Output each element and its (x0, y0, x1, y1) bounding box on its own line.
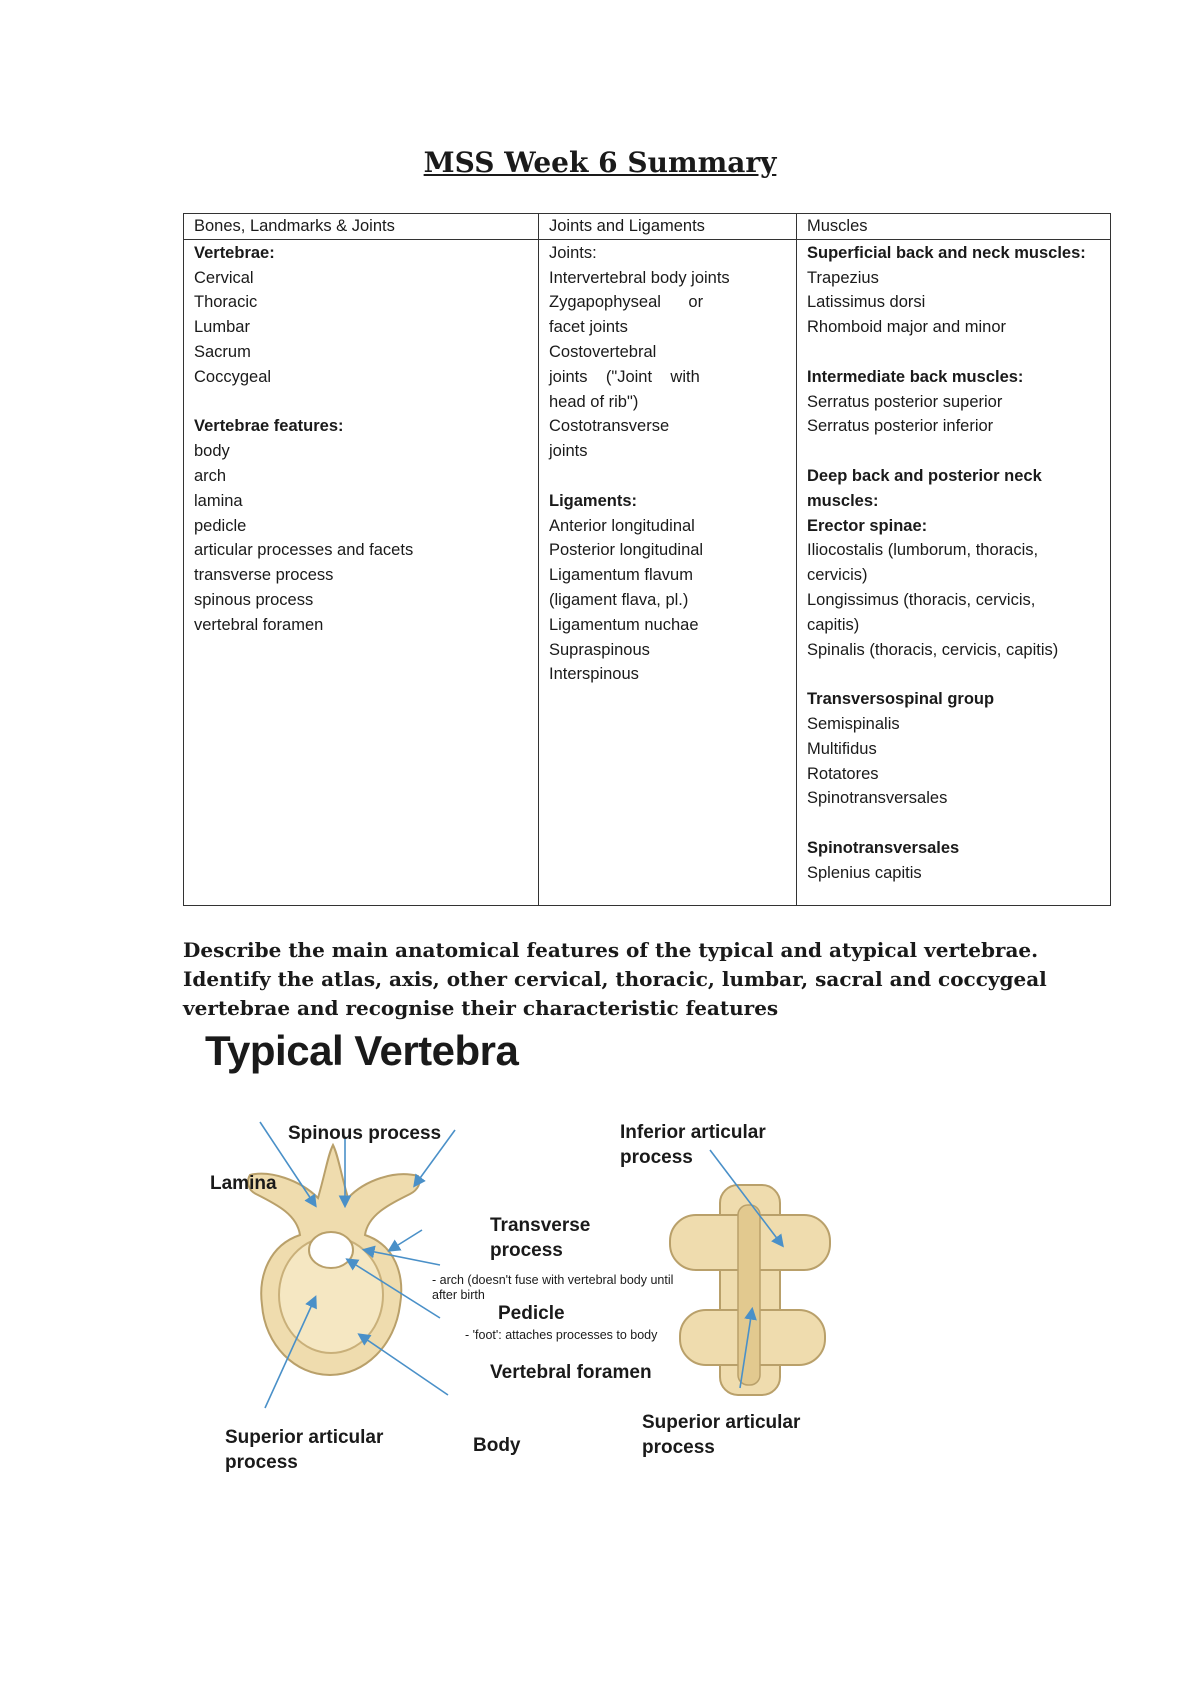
note-arch: - arch (doesn't fuse with vertebral body until (432, 1273, 674, 1287)
list-heading: Vertebrae features: (194, 417, 344, 436)
label-inferior-articular-process: process (620, 1147, 693, 1168)
list-item: head of rib") (549, 392, 639, 411)
spacer (549, 464, 786, 489)
list-heading: Transversospinal group (807, 690, 995, 709)
label-body: Body (473, 1435, 521, 1456)
note-pedicle: - 'foot': attaches processes to body (465, 1328, 658, 1342)
spacer (807, 340, 1100, 365)
column-header: Muscles (797, 214, 1111, 240)
list-item: Zygapophyseal or (549, 293, 704, 312)
column-header: Bones, Landmarks & Joints (184, 214, 539, 240)
list-item: Serratus posterior superior (807, 392, 1003, 411)
arrow (390, 1230, 422, 1250)
list-heading: Joints: (549, 243, 597, 262)
list-item: Splenius capitis (807, 863, 922, 882)
question-line: Describe the main anatomical features of the typical and atypical vertebrae. (183, 938, 1039, 962)
summary-table (183, 213, 1111, 906)
list-item: Posterior longitudinal (549, 541, 704, 560)
spacer (807, 439, 1100, 464)
arrow (360, 1335, 448, 1395)
posterior-view-illustration (670, 1185, 830, 1395)
label-lamina: Lamina (210, 1173, 277, 1194)
question-text (183, 936, 1083, 1023)
note-arch: after birth (432, 1288, 485, 1302)
label-vertebral-foramen: Vertebral foramen (490, 1362, 652, 1383)
list-item: lamina (194, 491, 243, 510)
label-pedicle: Pedicle (498, 1303, 565, 1324)
list-item: joints (549, 442, 588, 461)
list-item: Semispinalis (807, 714, 900, 733)
list-item: capitis) (807, 615, 860, 634)
list-item: Sacrum (194, 342, 251, 361)
question-line: Identify the atlas, axis, other cervical, thoracic, lumbar, sacral and coccygeal (183, 967, 1047, 991)
label-superior-articular-process-right: process (642, 1437, 715, 1458)
list-item: joints ("Joint with (549, 367, 700, 386)
list-heading: muscles: (807, 491, 879, 510)
list-item: Intervertebral body joints (549, 268, 730, 287)
list-item: Thoracic (194, 293, 258, 312)
bones-column (184, 239, 539, 905)
list-item: Ligamentum nuchae (549, 615, 699, 634)
label-transverse-process: Transverse (490, 1215, 591, 1236)
list-item: cervicis) (807, 566, 868, 585)
list-item: spinous process (194, 590, 314, 609)
list-item: Iliocostalis (lumborum, thoracis, (807, 541, 1039, 560)
list-item: Costovertebral (549, 342, 657, 361)
vertebra-figure (200, 1110, 920, 1490)
list-item: vertebral foramen (194, 615, 324, 634)
list-item: Cervical (194, 268, 254, 287)
list-item: Spinalis (thoracis, cervicis, capitis) (807, 640, 1059, 659)
list-heading: Vertebrae: (194, 243, 275, 262)
list-item: Lumbar (194, 318, 250, 337)
spacer (807, 662, 1100, 687)
list-item: body (194, 442, 230, 461)
label-spinous-process: Spinous process (288, 1123, 442, 1144)
list-heading: Deep back and posterior neck (807, 466, 1042, 485)
label-superior-articular-process: Superior articular (225, 1427, 384, 1448)
vertebral-foramen-shape (309, 1232, 353, 1268)
list-item: Rotatores (807, 764, 879, 783)
list-item: Anterior longitudinal (549, 516, 695, 535)
list-item: Interspinous (549, 665, 639, 684)
list-item: (ligament flava, pl.) (549, 590, 689, 609)
list-item: Spinotransversales (807, 789, 948, 808)
list-item: Rhomboid major and minor (807, 318, 1007, 337)
table-header-row (184, 214, 1111, 240)
list-item: Coccygeal (194, 367, 272, 386)
list-item: Supraspinous (549, 640, 650, 659)
label-superior-articular-process: process (225, 1452, 298, 1473)
spacer (807, 811, 1100, 836)
label-transverse-process: process (490, 1240, 563, 1261)
column-header: Joints and Ligaments (539, 214, 797, 240)
list-item: Latissimus dorsi (807, 293, 926, 312)
list-item: Costotransverse (549, 417, 670, 436)
spacer (194, 390, 528, 415)
list-item: Trapezius (807, 268, 879, 287)
muscles-column (797, 239, 1111, 905)
list-item: articular processes and facets (194, 541, 414, 560)
label-inferior-articular-process: Inferior articular (620, 1122, 766, 1143)
table-row (184, 239, 1111, 905)
list-item: Multifidus (807, 739, 877, 758)
spinous-process-shape (738, 1205, 760, 1385)
list-heading: Ligaments: (549, 491, 638, 510)
list-item: Ligamentum flavum (549, 566, 693, 585)
list-item: transverse process (194, 566, 334, 585)
joints-column (539, 239, 797, 905)
page-title: MSS Week 6 Summary (423, 146, 777, 179)
list-heading: Spinotransversales (807, 838, 960, 857)
label-superior-articular-process-right: Superior articular (642, 1412, 801, 1433)
list-item: pedicle (194, 516, 247, 535)
list-item: Serratus posterior inferior (807, 417, 994, 436)
list-item: facet joints (549, 318, 628, 337)
figure-title: Typical Vertebra (205, 1027, 519, 1074)
list-item: arch (194, 466, 227, 485)
list-heading: Erector spinae: (807, 516, 928, 535)
question-line: vertebrae and recognise their characteristic features (183, 996, 779, 1020)
list-heading: Intermediate back muscles: (807, 367, 1024, 386)
list-item: Longissimus (thoracis, cervicis, (807, 590, 1036, 609)
list-heading: Superficial back and neck muscles: (807, 243, 1086, 262)
